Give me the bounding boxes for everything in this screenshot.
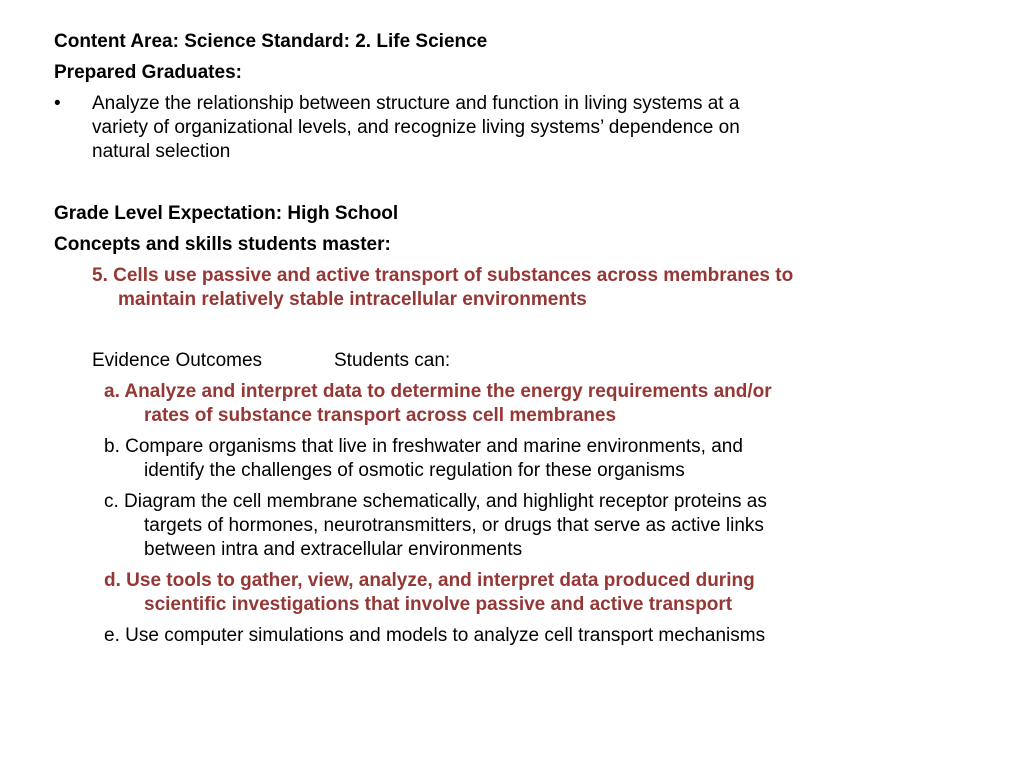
graduate-line-2: variety of organizational levels, and recognize living systems’ dependence on [92,117,740,138]
content-area-heading: Content Area: Science Standard: 2. Life Science [54,31,488,52]
graduate-line-1: Analyze the relationship between structure and function in living systems at a [92,93,740,114]
evidence-outcomes-heading: Evidence Outcomes [92,350,263,371]
outcome-d-line-1: d. Use tools to gather, view, analyze, and interpret data produced during [104,570,755,591]
bullet-marker: • [54,93,61,114]
outcome-c-line-2: targets of hormones, neurotransmitters, or drugs that serve as active links [144,515,764,536]
outcome-e-line-1: e. Use computer simulations and models to analyze cell transport mechanisms [104,625,766,646]
outcome-a-line-1: a. Analyze and interpret data to determine the energy requirements and/or [104,381,772,402]
outcome-a-line-2: rates of substance transport across cell membranes [144,405,617,426]
concept-line-2: maintain relatively stable intracellular environments [118,289,587,310]
graduate-line-3: natural selection [92,141,231,162]
outcome-b-line-1: b. Compare organisms that live in freshwater and marine environments, and [104,436,743,457]
outcome-c-line-1: c. Diagram the cell membrane schematically, and highlight receptor proteins as [104,491,767,512]
outcome-b-line-2: identify the challenges of osmotic regulation for these organisms [144,460,685,481]
prepared-graduates-heading: Prepared Graduates: [54,62,242,83]
students-can-label: Students can: [334,350,451,371]
grade-level-expectation: Grade Level Expectation: High School [54,203,399,224]
outcome-c-line-3: between intra and extracellular environments [144,539,523,560]
concept-line-1: 5. Cells use passive and active transport of substances across membranes to [92,265,794,286]
outcome-d-line-2: scientific investigations that involve passive and active transport [144,594,733,615]
concepts-heading: Concepts and skills students master: [54,234,391,255]
